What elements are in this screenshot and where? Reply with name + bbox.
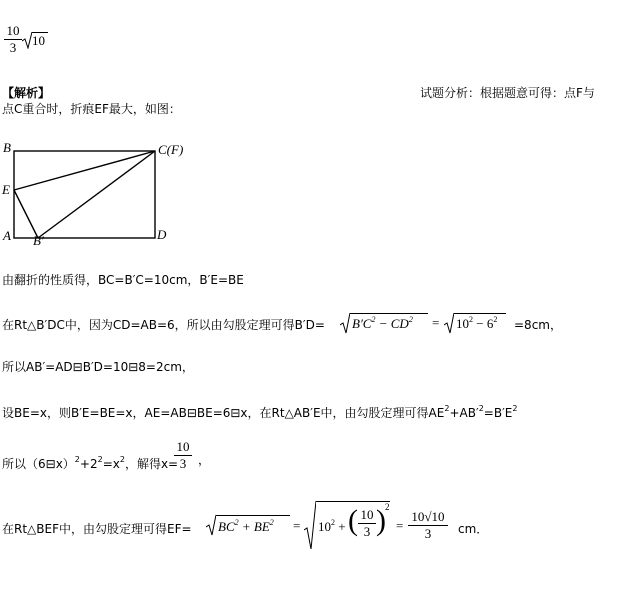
step-5: 所以$(6⊟x)^2+2^2=x^2$，解得x= xyxy=(2,455,179,471)
step-4: 设BE=x，则B′E=BE=x，AE=AB⊟BE=6⊟x，在Rt△AB′E中，由勾股定理可得$AE^2+AB'^2=B'E^2$ xyxy=(2,404,518,420)
label-Bprime: B′ xyxy=(33,233,44,248)
analysis-line2: 点C重合时，折痕EF最大，如图： xyxy=(2,102,181,116)
paren-exponent: 2 xyxy=(385,502,390,512)
radical-sign xyxy=(340,312,350,334)
radicand-ten: $10^2$ + xyxy=(318,518,346,534)
right-paren: ) xyxy=(376,504,386,537)
step-2-text: 在Rt△B′DC中，因为CD=AB=6，所以由勾股定理可得B′D= xyxy=(2,318,325,332)
label-A: A xyxy=(3,228,11,243)
label-E: E xyxy=(2,182,10,197)
label-D: D xyxy=(157,227,167,242)
answer-fraction xyxy=(4,24,22,55)
equals-sign: = xyxy=(432,315,440,330)
step-6-text: 在Rt△BEF中，由勾股定理可得EF= xyxy=(2,522,192,536)
radical-sign xyxy=(206,514,216,536)
answer-numerator: 10 xyxy=(6,23,20,38)
analysis-head: 试题分析：根据题意可得：点F与 xyxy=(420,86,595,100)
label-B: B xyxy=(3,140,11,155)
radicand-bc: $B'C^2 - CD^2$ xyxy=(352,315,413,331)
left-paren: ( xyxy=(348,504,358,537)
x-fraction: 10 3 xyxy=(174,440,192,471)
radical-sign xyxy=(304,500,316,550)
label-C: C(F) xyxy=(158,142,184,157)
step-6-unit: cm． xyxy=(458,522,489,536)
answer-denominator: 3 xyxy=(9,40,17,55)
radical-sign xyxy=(22,31,32,49)
ef-result-fraction: 10√10 3 xyxy=(408,510,448,541)
step-5-comma: ， xyxy=(198,453,211,467)
answer-radicand: 10 xyxy=(32,33,45,48)
radicand-10-6: $10^2 - 6^2$ xyxy=(456,315,498,331)
radicand-bc-be: $BC^2 + BE^2$ xyxy=(218,518,274,534)
section-title: 【解析】 xyxy=(2,86,51,100)
radical-sign xyxy=(444,312,454,334)
paren-fraction: 10 3 xyxy=(358,508,376,539)
step-2-result: =8cm， xyxy=(514,318,562,332)
equals-sign: = xyxy=(396,518,404,533)
equals-sign: = xyxy=(293,518,301,533)
step-3: 所以AB′=AD⊟B′D=10⊟8=2cm， xyxy=(2,360,194,374)
step-1: 由翻折的性质得，BC=B′C=10cm，B′E=BE xyxy=(2,273,244,287)
